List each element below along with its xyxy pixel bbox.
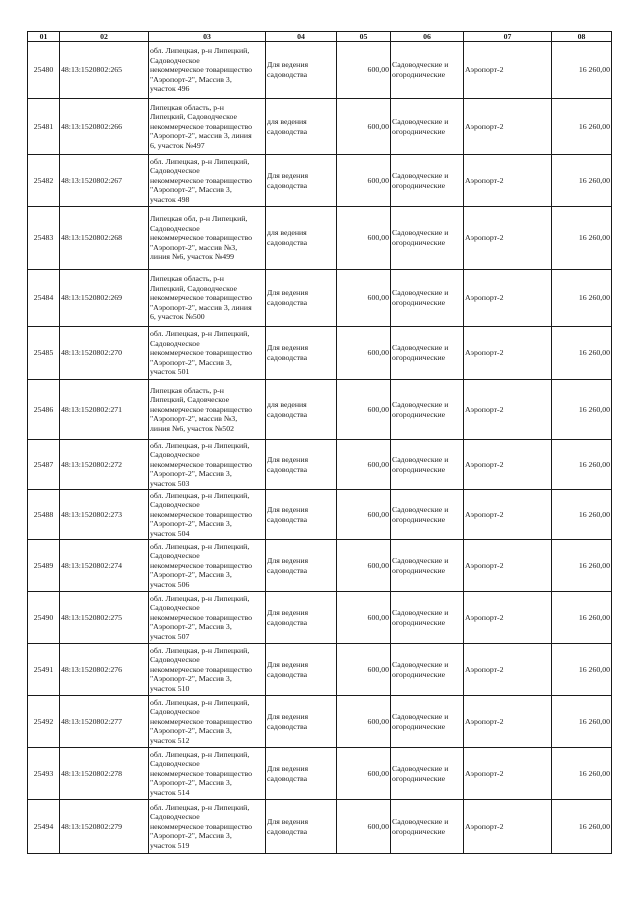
partnership-name-cell: Аэропорт-2 [464,270,552,327]
address-cell: Липецкая обл, р-н Липецкий, Садоводческое некоммерческое товарищество "Аэропорт-2", массив №3, линия №6, участок №499 [149,207,266,270]
area-cell: 600,00 [337,207,391,270]
land-category-cell: Садоводческие и огороднические [391,440,464,490]
column-header: 07 [464,32,552,42]
cadastral-cost-cell: 16 260,00 [552,490,612,540]
cadastral-number-cell: 48:13:1520802:276 [60,644,149,696]
row-number-cell: 25480 [28,42,60,99]
cadastral-cost-cell: 16 260,00 [552,540,612,592]
row-number-cell: 25490 [28,592,60,644]
land-category-cell: Садоводческие и огороднические [391,540,464,592]
register-body [28,42,612,854]
partnership-name-cell: Аэропорт-2 [464,327,552,380]
land-category-cell: Садоводческие и огороднические [391,748,464,800]
permitted-use-cell: Для ведения садоводства [266,644,337,696]
area-cell: 600,00 [337,696,391,748]
permitted-use-cell: для ведения садоводства [266,99,337,155]
area-cell: 600,00 [337,540,391,592]
partnership-name-cell: Аэропорт-2 [464,99,552,155]
partnership-name-cell: Аэропорт-2 [464,490,552,540]
address-cell: обл. Липецкая, р-н Липецкий, Садоводческое некоммерческое товарищество "Аэропорт-2", Массив 3, участок 510 [149,644,266,696]
cadastral-cost-cell: 16 260,00 [552,207,612,270]
register-sheet [27,31,612,854]
table-row [28,42,612,99]
header-row [28,32,612,42]
table-row [28,748,612,800]
cadastral-cost-cell: 16 260,00 [552,42,612,99]
table-row [28,540,612,592]
area-cell: 600,00 [337,440,391,490]
row-number-cell: 25493 [28,748,60,800]
land-category-cell: Садоводческие и огороднические [391,592,464,644]
land-plot-register-table [27,31,612,854]
cadastral-number-cell: 48:13:1520802:278 [60,748,149,800]
column-header: 05 [337,32,391,42]
cadastral-number-cell: 48:13:1520802:266 [60,99,149,155]
table-row [28,696,612,748]
permitted-use-cell: Для ведения садоводства [266,540,337,592]
permitted-use-cell: Для ведения садоводства [266,748,337,800]
area-cell: 600,00 [337,99,391,155]
land-category-cell: Садоводческие и огороднические [391,644,464,696]
area-cell: 600,00 [337,592,391,644]
land-category-cell: Садоводческие и огороднические [391,696,464,748]
permitted-use-cell: Для ведения садоводства [266,592,337,644]
partnership-name-cell: Аэропорт-2 [464,380,552,440]
area-cell: 600,00 [337,327,391,380]
address-cell: обл. Липецкая, р-н Липецкий, Садоводческое некоммерческое товарищество "Аэропорт-2", Массив 3, участок 501 [149,327,266,380]
row-number-cell: 25483 [28,207,60,270]
permitted-use-cell: Для ведения садоводства [266,490,337,540]
area-cell: 600,00 [337,800,391,854]
partnership-name-cell: Аэропорт-2 [464,696,552,748]
cadastral-number-cell: 48:13:1520802:275 [60,592,149,644]
table-row [28,99,612,155]
partnership-name-cell: Аэропорт-2 [464,42,552,99]
table-row [28,592,612,644]
row-number-cell: 25491 [28,644,60,696]
address-cell: обл. Липецкая, р-н Липецкий, Садоводческое некоммерческое товарищество "Аэропорт-2", Массив 3, участок 507 [149,592,266,644]
address-cell: обл. Липецкая, р-н Липецкий, Садоводческое некоммерческое товарищество "Аэропорт-2", Массив 3, участок 496 [149,42,266,99]
cadastral-cost-cell: 16 260,00 [552,270,612,327]
table-row [28,440,612,490]
area-cell: 600,00 [337,42,391,99]
permitted-use-cell: Для ведения садоводства [266,155,337,207]
table-row [28,270,612,327]
area-cell: 600,00 [337,155,391,207]
cadastral-number-cell: 48:13:1520802:279 [60,800,149,854]
row-number-cell: 25485 [28,327,60,380]
address-cell: обл. Липецкая, р-н Липецкий, Садоводческое некоммерческое товарищество "Аэропорт-2", Массив 3, участок 498 [149,155,266,207]
row-number-cell: 25487 [28,440,60,490]
permitted-use-cell: для ведения садоводства [266,380,337,440]
permitted-use-cell: Для ведения садоводства [266,327,337,380]
address-cell: Липецкая область, р-н Липецкий, Садоводческое некоммерческое товарищество "Аэропорт-2", массив 3, линия 6, участок №497 [149,99,266,155]
partnership-name-cell: Аэропорт-2 [464,207,552,270]
land-category-cell: Садоводческие и огороднические [391,327,464,380]
partnership-name-cell: Аэропорт-2 [464,748,552,800]
permitted-use-cell: Для ведения садоводства [266,800,337,854]
land-category-cell: Садоводческие и огороднические [391,207,464,270]
row-number-cell: 25494 [28,800,60,854]
column-header: 08 [552,32,612,42]
table-row [28,327,612,380]
cadastral-cost-cell: 16 260,00 [552,644,612,696]
land-category-cell: Садоводческие и огороднические [391,800,464,854]
cadastral-cost-cell: 16 260,00 [552,440,612,490]
cadastral-cost-cell: 16 260,00 [552,327,612,380]
row-number-cell: 25488 [28,490,60,540]
address-cell: обл. Липецкая, р-н Липецкий, Садоводческое некоммерческое товарищество "Аэропорт-2", Массив 3, участок 512 [149,696,266,748]
column-header: 03 [149,32,266,42]
address-cell: обл. Липецкая, р-н Липецкий, Садоводческое некоммерческое товарищество "Аэропорт-2", Массив 3, участок 503 [149,440,266,490]
partnership-name-cell: Аэропорт-2 [464,155,552,207]
table-row [28,207,612,270]
column-header: 06 [391,32,464,42]
permitted-use-cell: Для ведения садоводства [266,696,337,748]
permitted-use-cell: Для ведения садоводства [266,42,337,99]
cadastral-number-cell: 48:13:1520802:277 [60,696,149,748]
cadastral-number-cell: 48:13:1520802:265 [60,42,149,99]
table-row [28,490,612,540]
row-number-cell: 25482 [28,155,60,207]
land-category-cell: Садоводческие и огороднические [391,270,464,327]
cadastral-number-cell: 48:13:1520802:269 [60,270,149,327]
land-category-cell: Садоводческие и огороднические [391,99,464,155]
row-number-cell: 25489 [28,540,60,592]
area-cell: 600,00 [337,748,391,800]
permitted-use-cell: для ведения садоводства [266,207,337,270]
cadastral-number-cell: 48:13:1520802:271 [60,380,149,440]
column-header: 04 [266,32,337,42]
area-cell: 600,00 [337,490,391,540]
cadastral-cost-cell: 16 260,00 [552,748,612,800]
table-row [28,155,612,207]
cadastral-cost-cell: 16 260,00 [552,380,612,440]
column-header: 01 [28,32,60,42]
cadastral-cost-cell: 16 260,00 [552,155,612,207]
row-number-cell: 25486 [28,380,60,440]
address-cell: обл. Липецкая, р-н Липецкий, Садоводческое некоммерческое товарищество "Аэропорт-2", Массив 3, участок 504 [149,490,266,540]
address-cell: Липецкая область, р-н Липецкий, Садоводческое некоммерческое товарищество "Аэропорт-2", массив 3, линия 6, участок №500 [149,270,266,327]
cadastral-cost-cell: 16 260,00 [552,99,612,155]
cadastral-number-cell: 48:13:1520802:268 [60,207,149,270]
area-cell: 600,00 [337,380,391,440]
table-row [28,380,612,440]
land-category-cell: Садоводческие и огороднические [391,42,464,99]
partnership-name-cell: Аэропорт-2 [464,800,552,854]
cadastral-cost-cell: 16 260,00 [552,696,612,748]
table-row [28,644,612,696]
cadastral-cost-cell: 16 260,00 [552,592,612,644]
table-row [28,800,612,854]
address-cell: обл. Липецкая, р-н Липецкий, Садоводческое некоммерческое товарищество "Аэропорт-2", Массив 3, участок 506 [149,540,266,592]
area-cell: 600,00 [337,270,391,327]
land-category-cell: Садоводческие и огороднические [391,380,464,440]
cadastral-number-cell: 48:13:1520802:267 [60,155,149,207]
partnership-name-cell: Аэропорт-2 [464,644,552,696]
address-cell: обл. Липецкая, р-н Липецкий, Садоводческое некоммерческое товарищество "Аэропорт-2", Массив 3, участок 514 [149,748,266,800]
cadastral-cost-cell: 16 260,00 [552,800,612,854]
column-header: 02 [60,32,149,42]
partnership-name-cell: Аэропорт-2 [464,440,552,490]
row-number-cell: 25492 [28,696,60,748]
cadastral-number-cell: 48:13:1520802:270 [60,327,149,380]
cadastral-number-cell: 48:13:1520802:274 [60,540,149,592]
address-cell: обл. Липецкая, р-н Липецкий, Садоводческое некоммерческое товарищество "Аэропорт-2", Массив 3, участок 519 [149,800,266,854]
land-category-cell: Садоводческие и огороднические [391,490,464,540]
partnership-name-cell: Аэропорт-2 [464,540,552,592]
address-cell: Липецкая область, р-н Липецкий, Садовческое некоммерческое товарищество "Аэропорт-2", массив №3, линия №6, участок №502 [149,380,266,440]
row-number-cell: 25484 [28,270,60,327]
permitted-use-cell: Для ведения садоводства [266,270,337,327]
partnership-name-cell: Аэропорт-2 [464,592,552,644]
area-cell: 600,00 [337,644,391,696]
cadastral-number-cell: 48:13:1520802:272 [60,440,149,490]
cadastral-number-cell: 48:13:1520802:273 [60,490,149,540]
row-number-cell: 25481 [28,99,60,155]
permitted-use-cell: Для ведения садоводства [266,440,337,490]
land-category-cell: Садоводческие и огороднические [391,155,464,207]
